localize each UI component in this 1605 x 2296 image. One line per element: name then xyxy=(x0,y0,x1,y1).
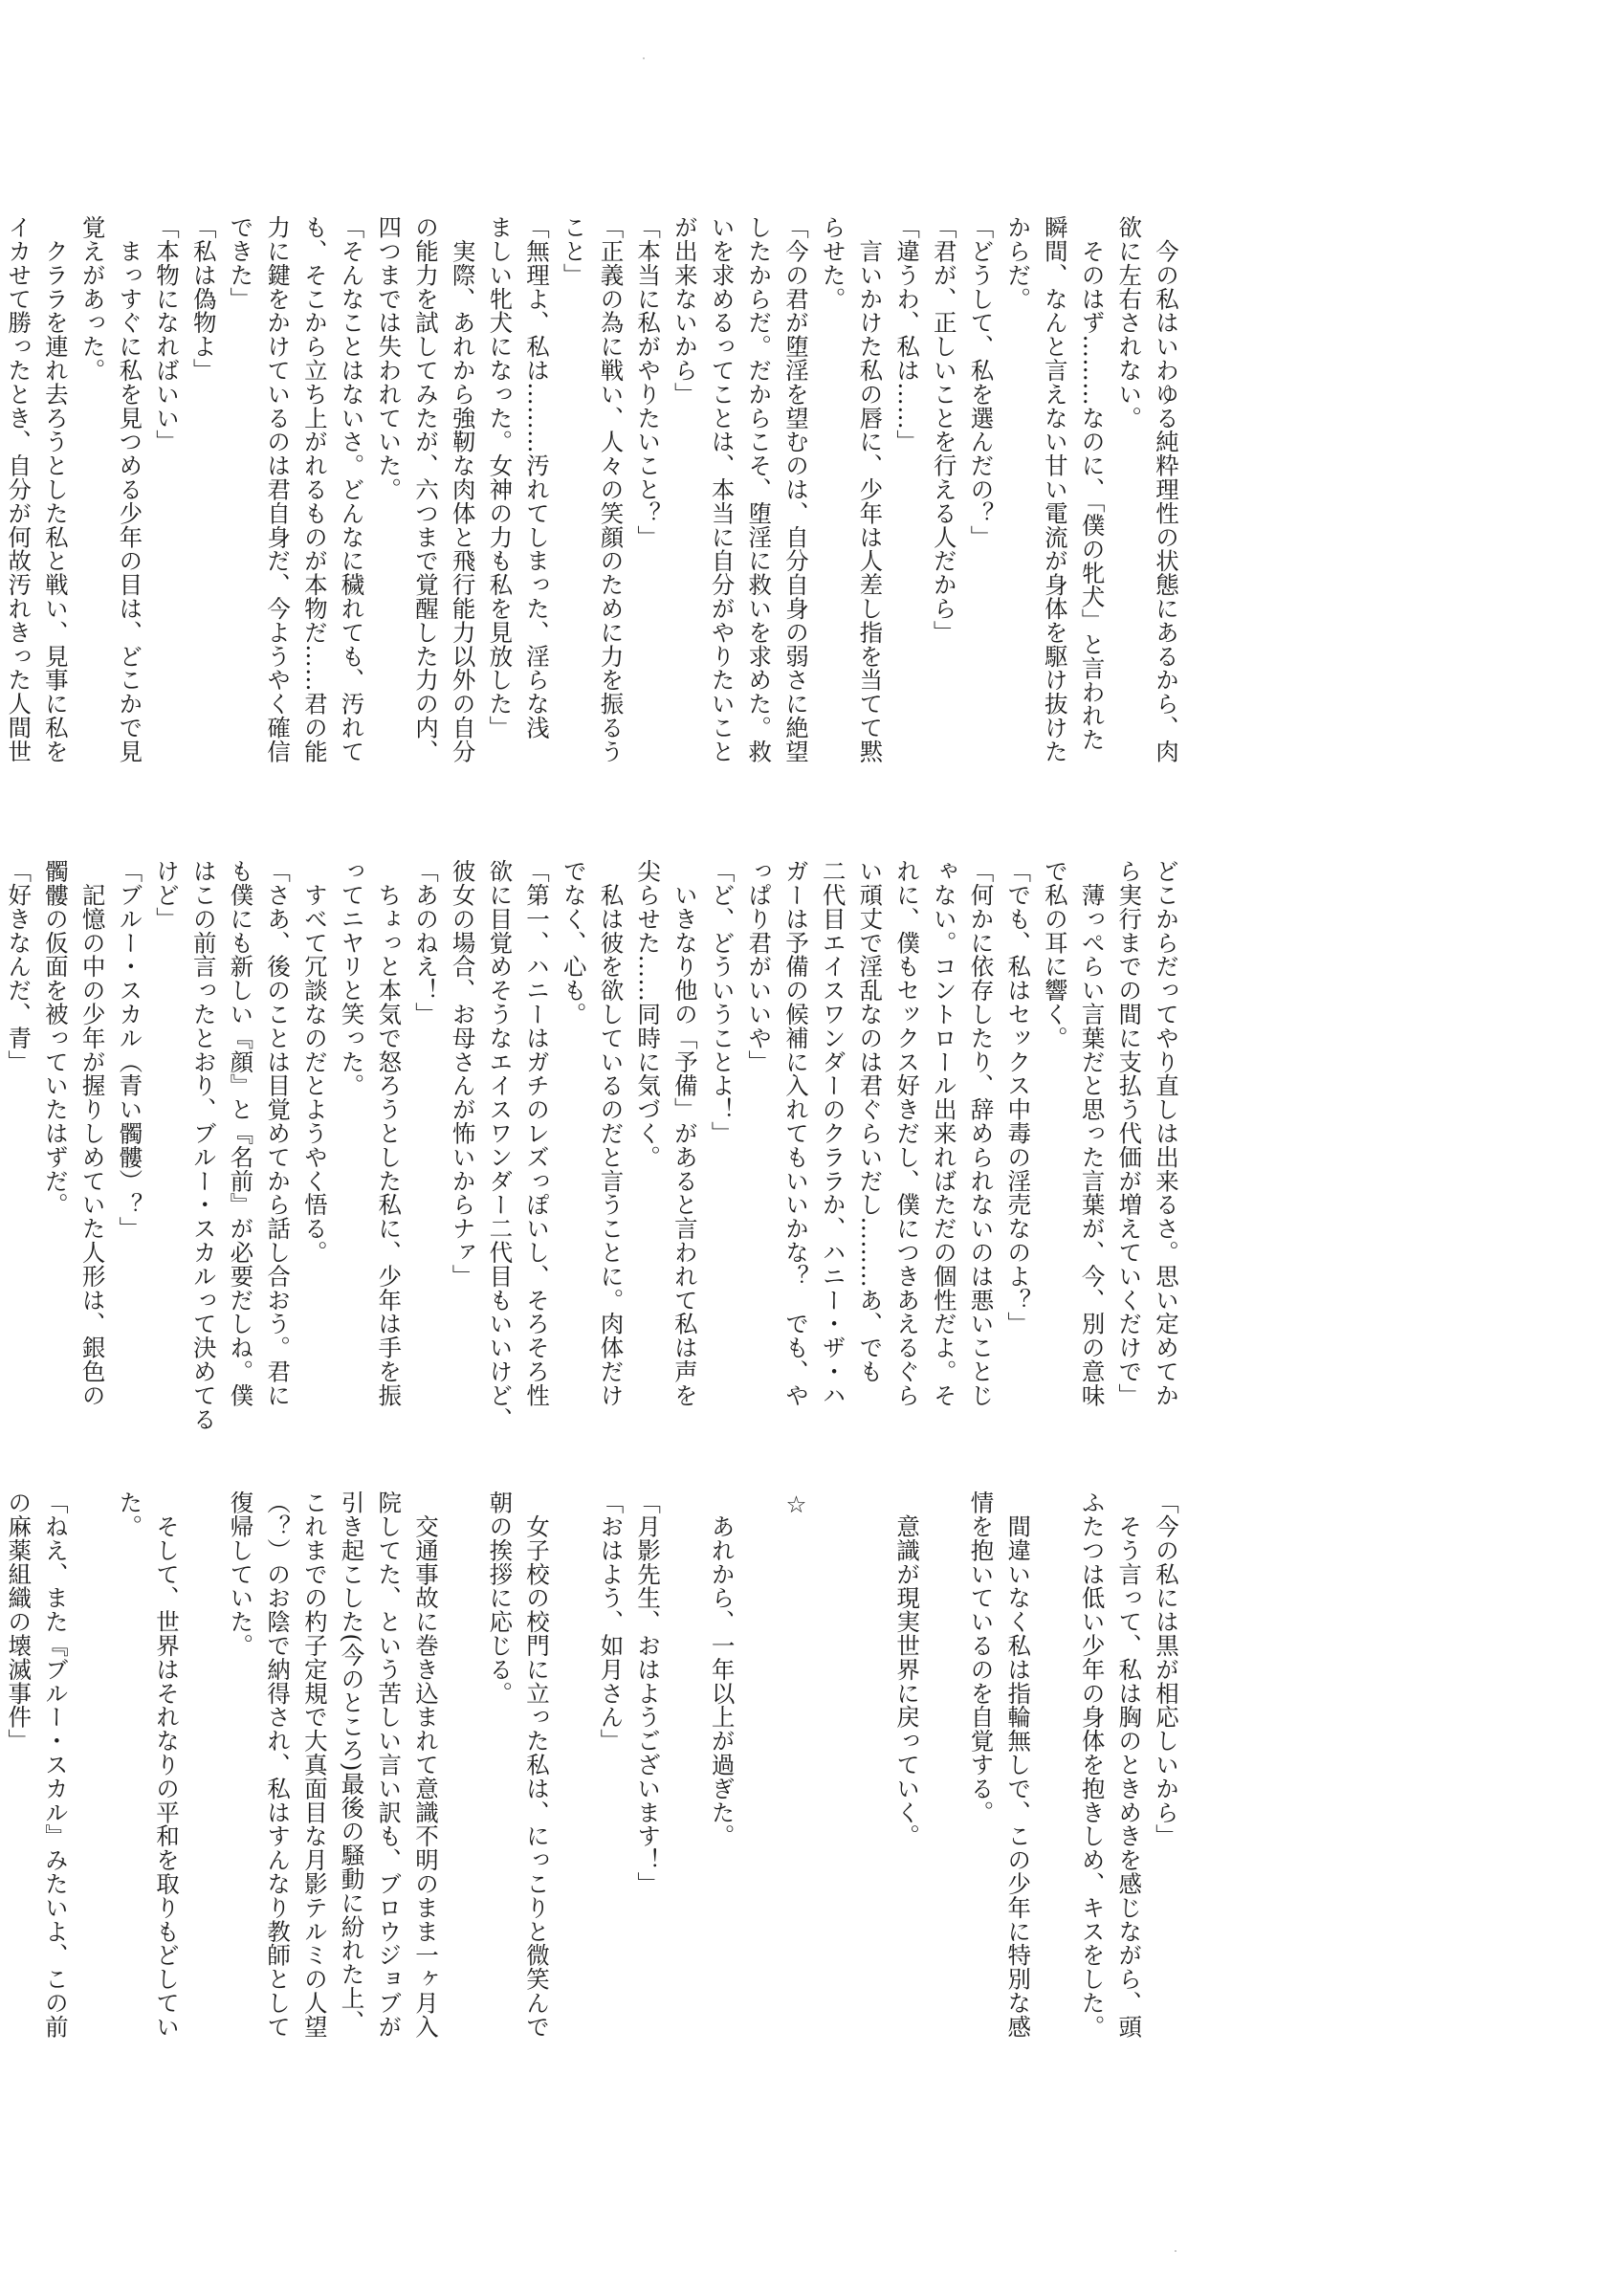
text-line: あれから、一年以上が過ぎた。 xyxy=(708,1490,737,1848)
text-line: クララを連れ去ろうとした私と戦い、見事に私を xyxy=(41,215,70,763)
text-line: そして、世界はそれなりの平和を取りもどしてい xyxy=(153,1490,182,2039)
text-line: 「ねえ、また『ブルー・スカル』みたいよ、この前 xyxy=(41,1490,70,2039)
text-line: 「月影先生、おはようございます！」 xyxy=(634,1490,663,1896)
text-line: ガーは予備の候補に入れてもいいかな？ でも、や xyxy=(781,859,810,1407)
text-line xyxy=(925,1490,962,2103)
text-line: 意識が現実世界に戻っていく。 xyxy=(893,1490,922,1848)
text-line: が出来ないから」 xyxy=(671,215,699,407)
text-line: 「違うわ、私は……」 xyxy=(893,215,922,453)
text-line: 「さあ、後のことは目覚めてから話し合おう。君に xyxy=(264,859,293,1407)
text-line: 尖らせた……同時に気づく。 xyxy=(634,859,663,1169)
text-line: イカせて勝ったとき、自分が何故汚れきった人間世 xyxy=(5,215,33,763)
text-line: どこからだってやり直しは出来るさ。思い定めてか xyxy=(1153,859,1180,1407)
text-line: 「何かに依存したり、辞められないのは悪いことじ xyxy=(967,859,996,1407)
text-line: 瞬間、なんと言えない甘い電流が身体を駆け抜けた xyxy=(1041,215,1069,763)
text-line: 「あのねえ！」 xyxy=(411,859,440,1027)
text-line: （？）のお陰で納得され、私はすんなり教師として xyxy=(264,1490,293,2039)
text-line: ら実行までの間に支払う代価が増えていくだけで」 xyxy=(1115,859,1144,1407)
text-line: 欲に左右されない。 xyxy=(1115,215,1144,430)
text-line: ☆ xyxy=(781,1490,810,1519)
text-line: したからだ。だからこそ、堕淫に救いを求めた。救 xyxy=(745,215,774,763)
text-line: 「今の私には黒が相応しいから」 xyxy=(1153,1490,1180,1848)
text-line: 実際、あれから強靭な肉体と飛行能力以外の自分 xyxy=(449,215,477,763)
text-line: の麻薬組織の壊滅事件」 xyxy=(5,1490,33,1753)
text-line: 「今の君が堕淫を望むのは、自分自身の弱さに絶望 xyxy=(781,215,810,763)
text-line: も僕にも新しい『顔』と『名前』が必要だしね。僕 xyxy=(227,859,255,1407)
text-line: 「ど、どういうことよ！」 xyxy=(708,859,737,1145)
text-block-middle xyxy=(0,859,1184,1431)
text-line: 「私は偽物よ」 xyxy=(189,215,218,383)
text-line: 欲に目覚めそうなエイスワンダー二代目もいいけど、 xyxy=(486,859,515,1431)
text-line: れに、僕もセックス好きだし、僕につきあえるぐら xyxy=(893,859,922,1407)
text-line: まっすぐに私を見つめる少年の目は、どこかで見 xyxy=(116,215,144,763)
text-line: できた」 xyxy=(227,215,255,311)
text-line: 「本当に私がやりたいこと？」 xyxy=(634,215,663,549)
text-line xyxy=(740,1490,778,2103)
text-line: 「でも、私はセックス中毒の淫売なのよ？」 xyxy=(1004,859,1033,1336)
text-line xyxy=(1036,1490,1073,2103)
text-block-top xyxy=(0,215,1184,789)
text-line: 「本物になればいい」 xyxy=(153,215,182,453)
text-line: ゃない。コントロール出来ればただの個性だよ。そ xyxy=(930,859,958,1407)
text-line: の能力を試してみたが、六つまで覚醒した力の内、 xyxy=(411,215,440,763)
text-line: いきなり他の「予備」があると言われて私は声を xyxy=(671,859,699,1407)
text-line: 引き起こした(今のところ)最後の騒動に紛れた上、 xyxy=(338,1490,366,2034)
paper-speck xyxy=(1175,2250,1176,2252)
text-line: 「好きなんだ、青」 xyxy=(5,859,33,1074)
text-line: すべて冗談なのだとようやく悟る。 xyxy=(300,859,329,1265)
text-line: けど」 xyxy=(153,859,182,931)
text-line: 記憶の中の少年が握りしめていた人形は、銀色の xyxy=(78,859,107,1407)
text-line: 「第一、ハニーはガチのレズっぽいし、そろそろ性 xyxy=(523,859,552,1407)
text-line: で私の耳に響く。 xyxy=(1041,859,1069,1050)
text-line: た。 xyxy=(116,1490,144,1538)
text-line: 私は彼を欲しているのだと言うことに。肉体だけ xyxy=(597,859,626,1407)
text-line: からだ。 xyxy=(1004,215,1033,311)
text-line: 交通事故に巻き込まれて意識不明のまま一ヶ月入 xyxy=(411,1490,440,2039)
text-line xyxy=(74,1490,111,2103)
text-line: 「君が、正しいことを行える人だから」 xyxy=(930,215,958,645)
text-line: 今の私はいわゆる純粋理性の状態にあるから、肉 xyxy=(1153,215,1180,763)
text-line: こと」 xyxy=(560,215,588,287)
text-line: 「ブルー・スカル（青い髑髏）？」 xyxy=(116,859,144,1241)
text-line: 二代目エイスワンダーのクララか、ハニー・ザ・ハ xyxy=(819,859,847,1407)
text-line xyxy=(444,1490,481,2103)
text-line xyxy=(814,1490,851,2103)
text-line: 「そんなことはないさ。どんなに穢れても、汚れて xyxy=(338,215,366,763)
text-line xyxy=(555,1490,592,2103)
text-line: も、そこから立ち上がれるものが本物だ……君の能 xyxy=(300,215,329,763)
text-line: そのはず………なのに、「僕の牝犬」と言われた xyxy=(1078,215,1107,752)
text-line: 髑髏の仮面を被っていたはずだ。 xyxy=(41,859,70,1217)
text-line xyxy=(666,1490,703,2103)
paper-speck xyxy=(643,57,645,59)
text-line: 「おはよう、如月さん」 xyxy=(597,1490,626,1753)
text-line: 「無理よ、私は………汚れてしまった、淫らな浅 xyxy=(523,215,552,740)
text-line xyxy=(851,1490,889,2103)
text-line: そう言って、私は胸のときめきを感じながら、頭 xyxy=(1115,1490,1144,2039)
text-line: ふたつは低い少年の身体を抱きしめ、キスをした。 xyxy=(1078,1490,1107,2039)
text-line: 「正義の為に戦い、人々の笑顔のために力を振るう xyxy=(597,215,626,763)
text-line: らせた。 xyxy=(819,215,847,311)
text-line: っぱり君がいいや」 xyxy=(745,859,774,1074)
text-line: 朝の挨拶に応じる。 xyxy=(486,1490,515,1706)
text-line: これまでの杓子定規で大真面目な月影テルミの人望 xyxy=(300,1490,329,2039)
text-line: 院してた、という苦しい言い訳も、ブロウジョブが xyxy=(375,1490,404,2039)
text-line: はこの前言ったとおり、ブルー・スカルって決めてる xyxy=(189,859,218,1431)
text-line: 情を抱いているのを自覚する。 xyxy=(967,1490,996,1824)
text-line: 薄っぺらい言葉だと思った言葉が、今、別の意味 xyxy=(1078,859,1107,1407)
text-line: でなく、心も。 xyxy=(560,859,588,1027)
text-line: ってニヤリと笑った。 xyxy=(338,859,366,1097)
text-line: 言いかけた私の唇に、少年は人差し指を当てて黙 xyxy=(856,215,885,763)
text-line: 間違いなく私は指輪無しで、この少年に特別な感 xyxy=(1004,1490,1033,2039)
text-line: い頑丈で淫乱なのは君ぐらいだし………あ、でも xyxy=(856,859,885,1383)
text-block-bottom xyxy=(0,1490,1184,2103)
text-line: 彼女の場合、お母さんが怖いからナァ」 xyxy=(449,859,477,1289)
text-line xyxy=(185,1490,222,2103)
text-line: 復帰していた。 xyxy=(227,1490,255,1658)
text-line: 「どうして、私を選んだの？」 xyxy=(967,215,996,549)
text-line: 四つまでは失われていた。 xyxy=(375,215,404,501)
text-line: ちょっと本気で怒ろうとした私に、少年は手を振 xyxy=(375,859,404,1407)
text-line: 力に鍵をかけているのは君自身だ、今ようやく確信 xyxy=(264,215,293,763)
text-line: 覚えがあった。 xyxy=(78,215,107,383)
text-line: 女子校の校門に立った私は、にっこりと微笑んで xyxy=(523,1490,552,2039)
text-line: ましい牝犬になった。女神の力も私を見放した」 xyxy=(486,215,515,740)
text-line: いを求めるってことは、本当に自分がやりたいこと xyxy=(708,215,737,763)
